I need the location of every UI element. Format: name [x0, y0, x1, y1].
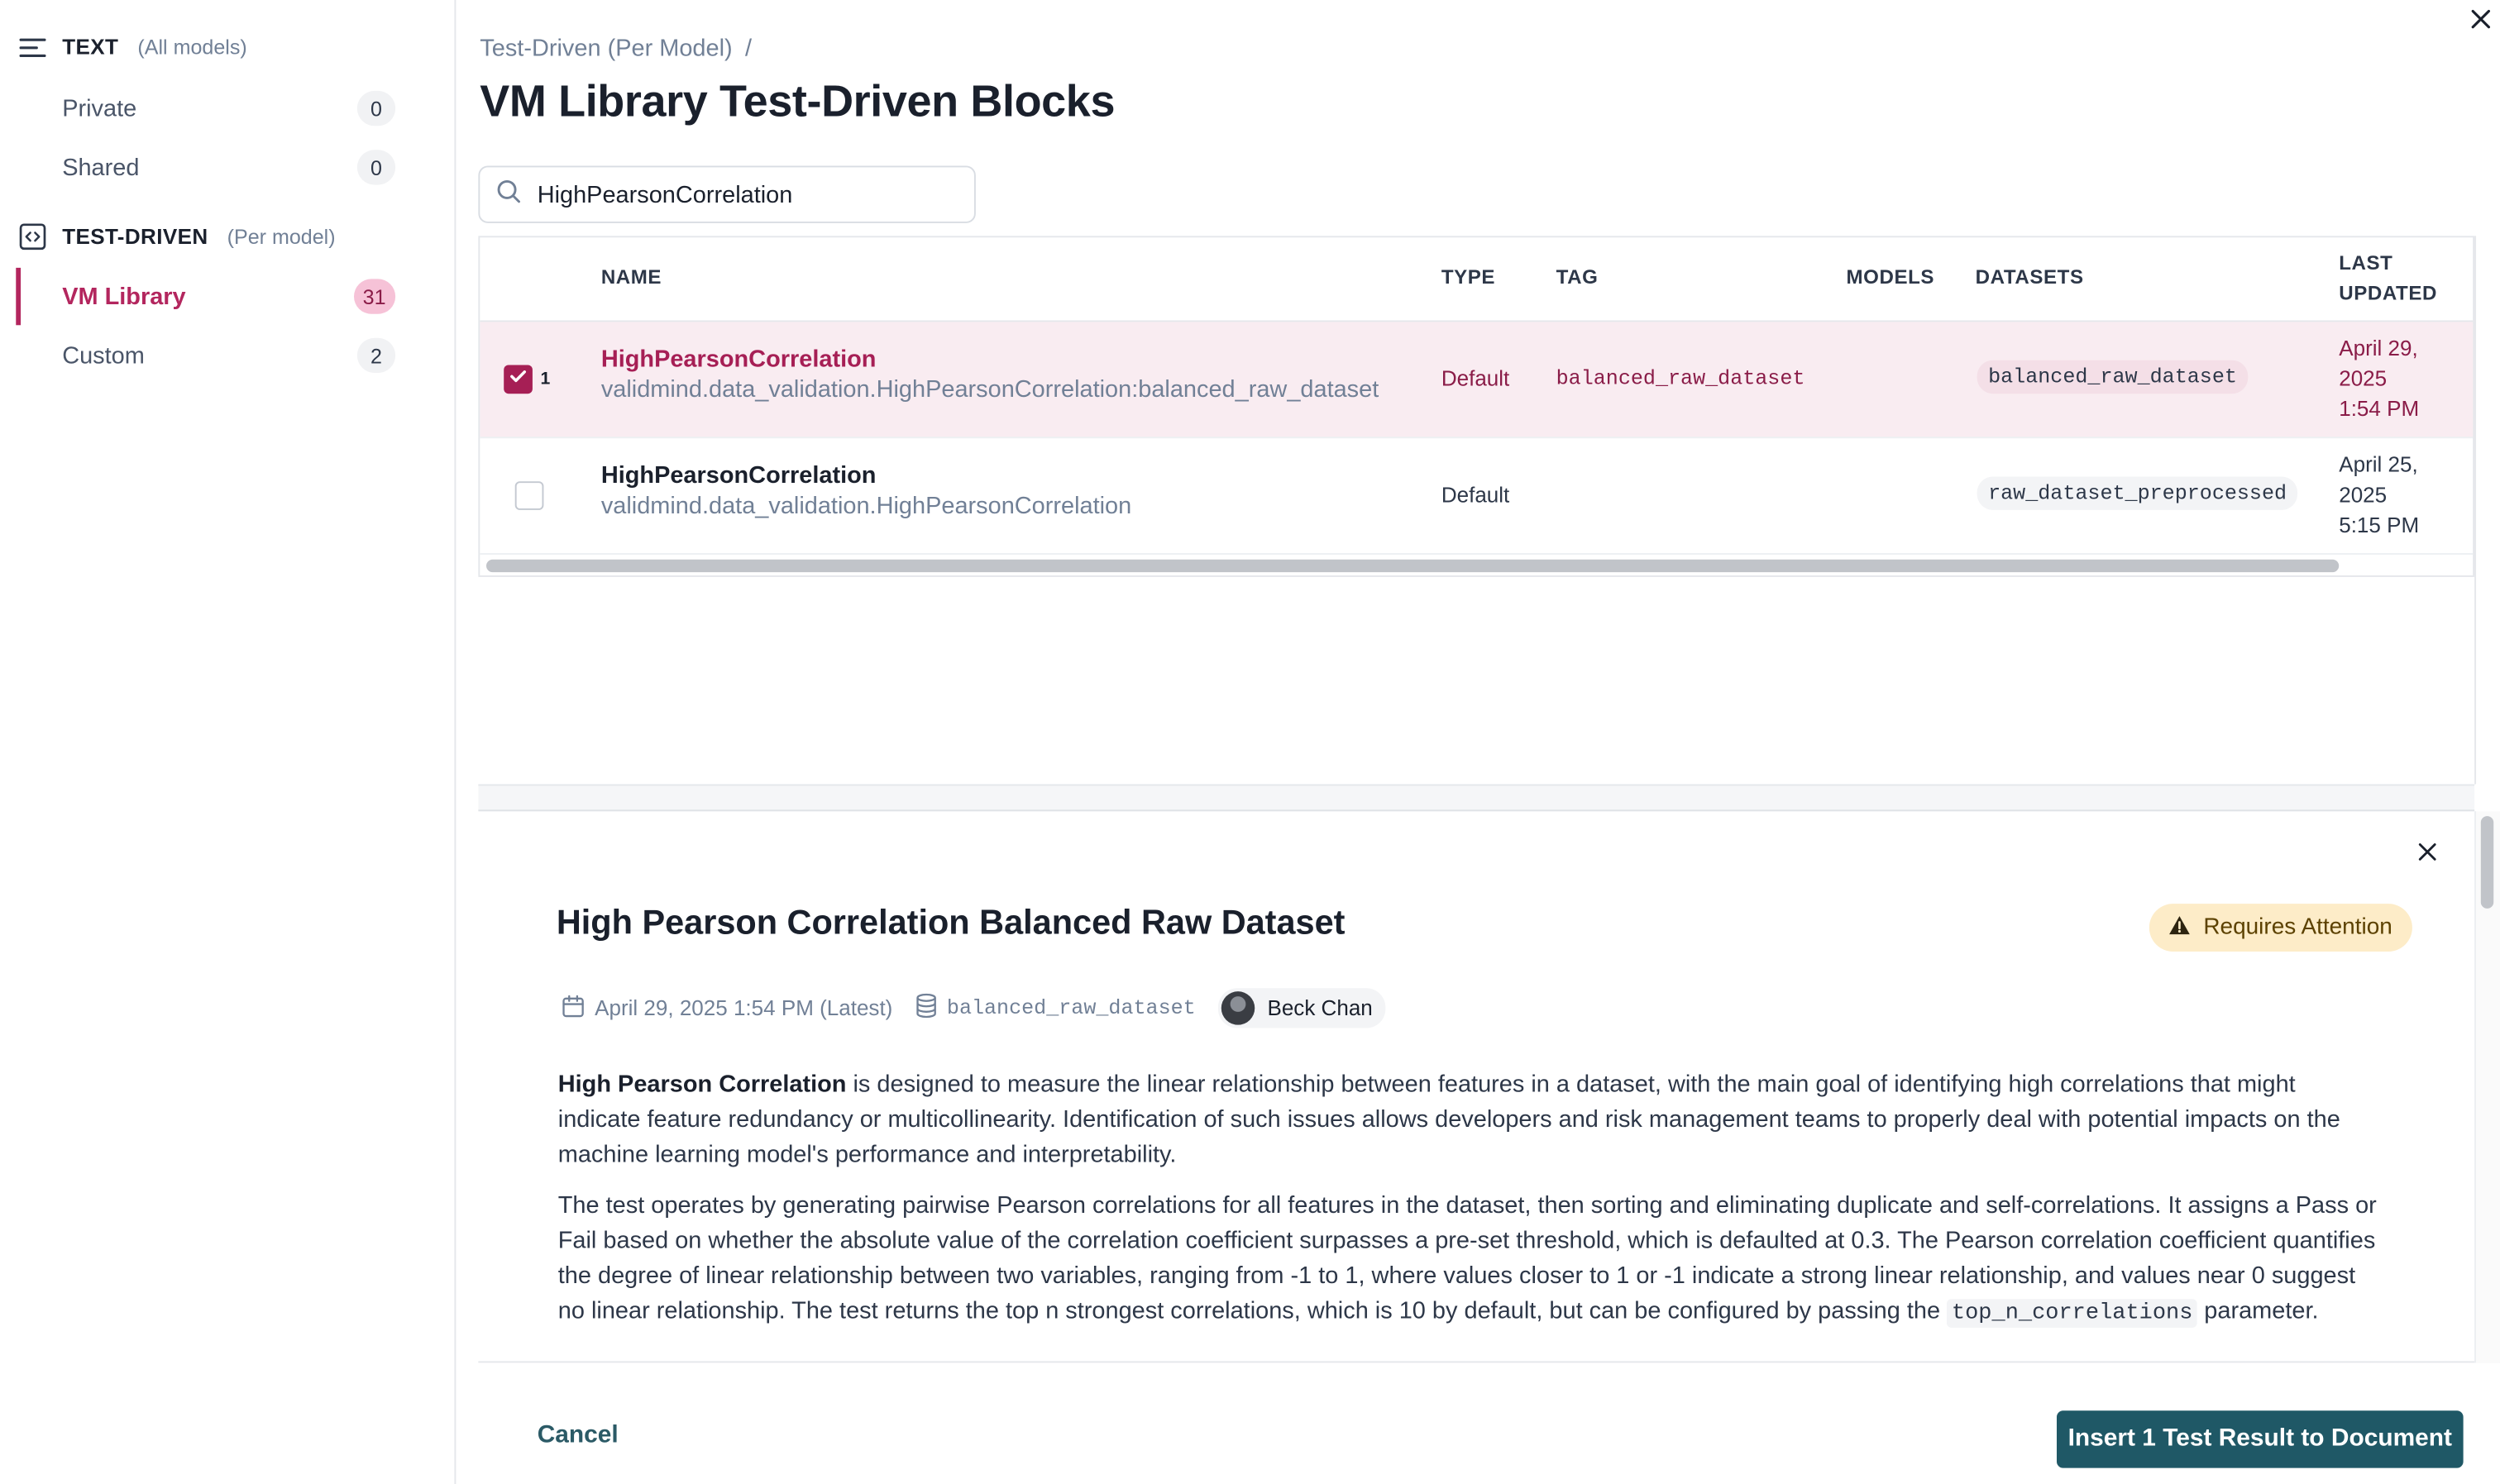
test-detail-panel [478, 811, 2500, 1362]
method-text: The test operates by generating pairwise Pearson correlations for all features in the dataset, then sorting and eliminating duplicate and self-correlations. It assigns a Pass or Fail based on whether the absolute value of the correlation coefficient surpasses a pre-set threshold, which is defaulted at 0.3. The Pearson correlation coefficient quantifies the degree of linear relationship between two variables, ranging from -1 to 1, where values closer to 1 or -1 indicate a strong linear relationship, and values near 0 suggest no linear relationship. The test returns the top n strongest correlations, which is 10 by default, but can be configured by passing the [557, 1192, 2377, 1325]
sidebar-item-label: Shared [62, 154, 140, 181]
sidebar-item-private[interactable] [16, 79, 404, 136]
sidebar-item-shared[interactable] [16, 139, 404, 196]
row-last-updated [2339, 450, 2419, 541]
search-input[interactable] [538, 181, 936, 208]
meta-dataset [915, 993, 1195, 1024]
date-line: April 29, [2339, 336, 2418, 360]
status-badge [2149, 904, 2412, 952]
row-last-updated [2339, 333, 2419, 424]
date-line: 2025 [2339, 366, 2388, 391]
row-type: Default [1441, 483, 1510, 508]
sidebar-item-count: 2 [357, 338, 395, 373]
column-header-datasets[interactable]: DATASETS [1975, 265, 2084, 289]
table-header [480, 237, 2474, 322]
meta-dataset-text: balanced_raw_dataset [946, 995, 1196, 1020]
search-field[interactable] [478, 166, 976, 223]
column-header-line: UPDATED [2339, 282, 2437, 305]
test-path: validmind.data_validation.HighPearsonCorrelation [600, 492, 1132, 520]
description-text: is designed to measure the linear relationship between features in a dataset, with the main goal of identifying high correlations that might indicate feature redundancy or multicollinearity. Identification of such issues allows developers and risk management teams to properly deal with potential impacts on the machine learning model's performance and interpretability. [557, 1071, 2340, 1169]
column-header-tag[interactable]: TAG [1556, 265, 1599, 289]
sidebar-item-count: 31 [353, 279, 395, 313]
row-select[interactable] [504, 365, 550, 394]
page-title: VM Library Test-Driven Blocks [480, 76, 1116, 126]
warning-icon [2168, 914, 2191, 942]
row-dataset [1977, 362, 2249, 391]
column-header-line: LAST [2339, 251, 2393, 274]
column-header-name[interactable]: NAME [600, 265, 662, 289]
breadcrumb [480, 35, 752, 62]
column-header-type[interactable]: TYPE [1441, 265, 1496, 289]
date-line: April 25, [2339, 452, 2418, 477]
sidebar-item-vm-library[interactable] [16, 268, 404, 325]
sidebar-item-count: 0 [357, 91, 395, 126]
date-line: 5:15 PM [2339, 513, 2420, 537]
database-icon [915, 993, 937, 1024]
tests-table [478, 236, 2474, 577]
row-tag: balanced_raw_dataset [1556, 366, 1805, 391]
table-row[interactable] [480, 438, 2474, 555]
divider [2474, 236, 2476, 784]
insert-test-result-button[interactable]: Insert 1 Test Result to Document [2057, 1410, 2464, 1467]
date-line: 2025 [2339, 483, 2388, 508]
panel-divider [478, 785, 2474, 812]
dataset-chip: balanced_raw_dataset [1977, 360, 2249, 394]
row-select[interactable] [515, 481, 544, 510]
parameter-code: top_n_correlations [1947, 1299, 2197, 1328]
row-checkbox[interactable] [515, 481, 544, 510]
description-bold: High Pearson Correlation [557, 1071, 847, 1099]
row-checkbox[interactable] [504, 365, 533, 394]
user-chip[interactable] [1218, 988, 1386, 1028]
table-row[interactable] [480, 322, 2474, 438]
menu-lines-icon [19, 33, 46, 60]
vertical-scrollbar[interactable] [2481, 816, 2493, 909]
sidebar-section-text [19, 33, 247, 60]
modal-footer [456, 1383, 2500, 1484]
breadcrumb-separator: / [745, 35, 753, 63]
sidebar-section-test-driven [19, 223, 335, 251]
horizontal-scrollbar[interactable] [486, 560, 2339, 572]
breadcrumb-item[interactable]: Test-Driven (Per Model) [480, 35, 733, 63]
meta-date [562, 994, 893, 1023]
sidebar [0, 0, 456, 1484]
method-paragraph [558, 1189, 2383, 1331]
description-paragraph [558, 1068, 2383, 1173]
sidebar-section-subtitle: (Per model) [227, 224, 336, 249]
row-dataset [1977, 478, 2298, 507]
status-text: Requires Attention [2203, 914, 2392, 941]
row-name-cell [601, 346, 1379, 403]
test-name[interactable]: HighPearsonCorrelation [600, 462, 877, 489]
test-name[interactable]: HighPearsonCorrelation [600, 346, 877, 374]
sidebar-section-subtitle: (All models) [137, 35, 247, 60]
sidebar-item-label: Custom [62, 341, 145, 370]
sidebar-item-custom[interactable] [16, 327, 404, 384]
search-icon [496, 178, 522, 211]
cancel-button[interactable]: Cancel [537, 1421, 619, 1449]
column-header-last-updated[interactable] [2339, 249, 2437, 309]
avatar [1221, 991, 1255, 1024]
calendar-icon [562, 994, 586, 1023]
user-name: Beck Chan [1267, 995, 1373, 1020]
sidebar-item-count: 0 [357, 150, 395, 184]
close-icon [2469, 7, 2492, 38]
code-block-icon [19, 223, 46, 251]
row-name-cell [601, 462, 1131, 519]
check-icon [509, 365, 528, 394]
sidebar-item-label: Private [62, 94, 137, 122]
selection-order-number: 1 [540, 370, 551, 389]
meta-date-text: April 29, 2025 1:54 PM (Latest) [595, 995, 893, 1020]
detail-title: High Pearson Correlation Balanced Raw Dataset [556, 904, 1346, 942]
close-modal-button[interactable] [2465, 7, 2498, 39]
sidebar-item-label: VM Library [62, 283, 186, 310]
detail-meta [562, 988, 1386, 1028]
close-icon [2416, 842, 2437, 871]
method-text-end: parameter. [2197, 1297, 2319, 1325]
row-type: Default [1441, 366, 1510, 391]
test-path: validmind.data_validation.HighPearsonCorrelation:balanced_raw_dataset [600, 375, 1379, 403]
close-detail-button[interactable] [2411, 840, 2443, 872]
column-header-models[interactable]: MODELS [1846, 265, 1935, 289]
dataset-chip: raw_dataset_preprocessed [1977, 476, 2298, 509]
sidebar-section-title: TEXT [62, 35, 119, 60]
sidebar-section-title: TEST-DRIVEN [62, 224, 208, 249]
date-line: 1:54 PM [2339, 397, 2420, 421]
